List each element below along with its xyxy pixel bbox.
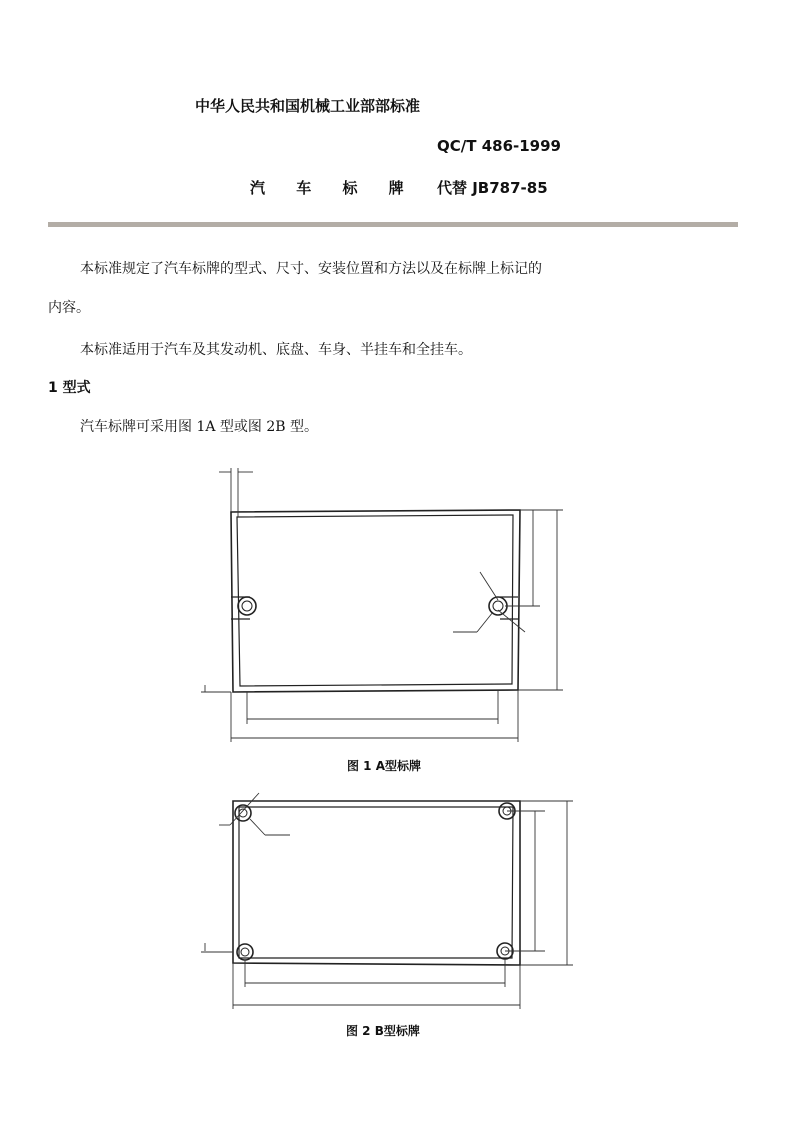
plate-b-outer-outline — [233, 801, 520, 965]
paragraph-type-choice: 汽车标牌可采用图 1A 型或图 2B 型。 — [80, 419, 319, 435]
figure-b-type-plate-drawing — [195, 787, 580, 1017]
plate-b-inner-border — [239, 807, 513, 958]
paragraph-scope-line2: 内容。 — [48, 300, 90, 316]
figure-2-caption: 图 2 B型标牌 — [346, 1024, 420, 1038]
paragraph-scope-line1: 本标准规定了汽车标牌的型式、尺寸、安装位置和方法以及在标牌上标记的 — [80, 261, 542, 277]
standard-code: QC/T 486-1999 — [437, 137, 561, 155]
plate-a-inner-border — [237, 515, 513, 686]
section-heading-type: 1 型式 — [48, 380, 91, 396]
figure-a-type-plate-drawing — [195, 460, 575, 750]
paragraph-applicability: 本标准适用于汽车及其发动机、底盘、车身、半挂车和全挂车。 — [80, 342, 472, 358]
figure-1-caption: 图 1 A型标牌 — [347, 759, 421, 773]
document-title: 汽 车 标 牌 — [250, 179, 417, 197]
replaces-standard: 代替 JB787-85 — [437, 179, 548, 197]
header-divider — [48, 222, 738, 227]
document-organization: 中华人民共和国机械工业部部标准 — [195, 97, 421, 115]
plate-a-left-hole — [238, 597, 256, 615]
plate-a-outer-outline — [231, 510, 520, 692]
